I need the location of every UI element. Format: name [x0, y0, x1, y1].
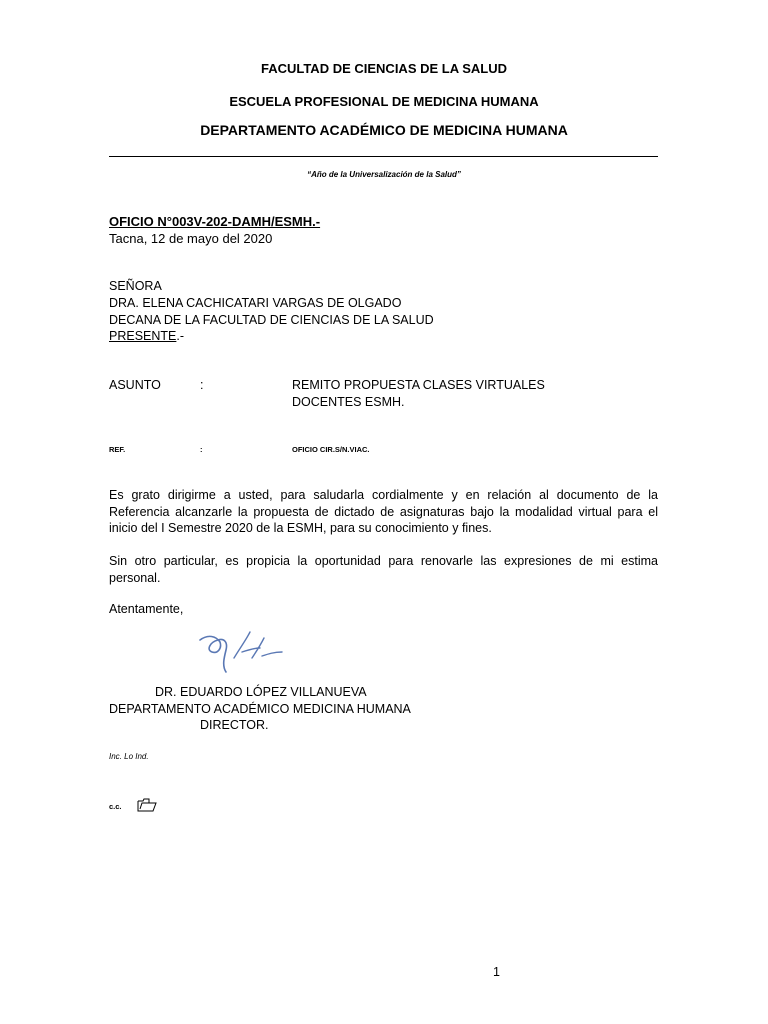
ref-value: OFICIO CIR.S/N.VIAC. — [292, 445, 370, 454]
signature-image — [190, 628, 290, 676]
ref-label: REF. — [109, 445, 126, 454]
subject-line-2: DOCENTES ESMH. — [292, 395, 405, 409]
body-paragraph-2: Sin otro particular, es propicia la oportunidad para renovarle las expresiones de mi estima personal. — [109, 554, 658, 585]
recipient-salutation: SEÑORA — [109, 279, 162, 293]
recipient-title: DECANA DE LA FACULTAD DE CIENCIAS DE LA SALUD — [109, 313, 434, 327]
recipient-name: DRA. ELENA CACHICATARI VARGAS DE OLGADO — [109, 296, 402, 310]
presente-text: PRESENTE — [109, 329, 177, 343]
signer-department: DEPARTAMENTO ACADÉMICO MEDICINA HUMANA — [109, 702, 411, 716]
presente-suffix: .- — [176, 329, 185, 343]
year-motto: “Año de la Universalización de la Salud” — [307, 170, 461, 179]
subject-label: ASUNTO — [109, 378, 161, 392]
department-header: DEPARTAMENTO ACADÉMICO DE MEDICINA HUMANA — [200, 122, 568, 138]
page-number: 1 — [493, 965, 500, 979]
body-paragraph-1: Es grato dirigirme a usted, para saludarla cordialmente y en relación al documento de la Referencia alcanzarle la propuesta de dictado de asignaturas bajo la modalidad virtual para el inicio del I Semestre 2020 de la ESMH, para su conocimiento y fines. — [109, 488, 658, 535]
faculty-header: FACULTAD DE CIENCIAS DE LA SALUD — [260, 61, 508, 76]
subject-line-1: REMITO PROPUESTA CLASES VIRTUALES — [292, 378, 545, 392]
header-divider — [109, 156, 658, 157]
folder-icon — [137, 798, 157, 812]
cc-label: c.c. — [109, 802, 122, 811]
signer-role: DIRECTOR. — [200, 718, 269, 732]
letter-reference-number: OFICIO N°003V-202-DAMH/ESMH.- — [109, 214, 321, 229]
place-date: Tacna, 12 de mayo del 2020 — [109, 231, 273, 246]
signer-name: DR. EDUARDO LÓPEZ VILLANUEVA — [155, 685, 367, 699]
recipient-presente — [109, 329, 184, 343]
subject-colon: : — [200, 378, 204, 392]
initials-note: Inc. Lo Ind. — [109, 752, 149, 761]
school-header: ESCUELA PROFESIONAL DE MEDICINA HUMANA — [229, 94, 539, 109]
closing: Atentamente, — [109, 602, 184, 616]
ref-colon: : — [200, 445, 203, 454]
